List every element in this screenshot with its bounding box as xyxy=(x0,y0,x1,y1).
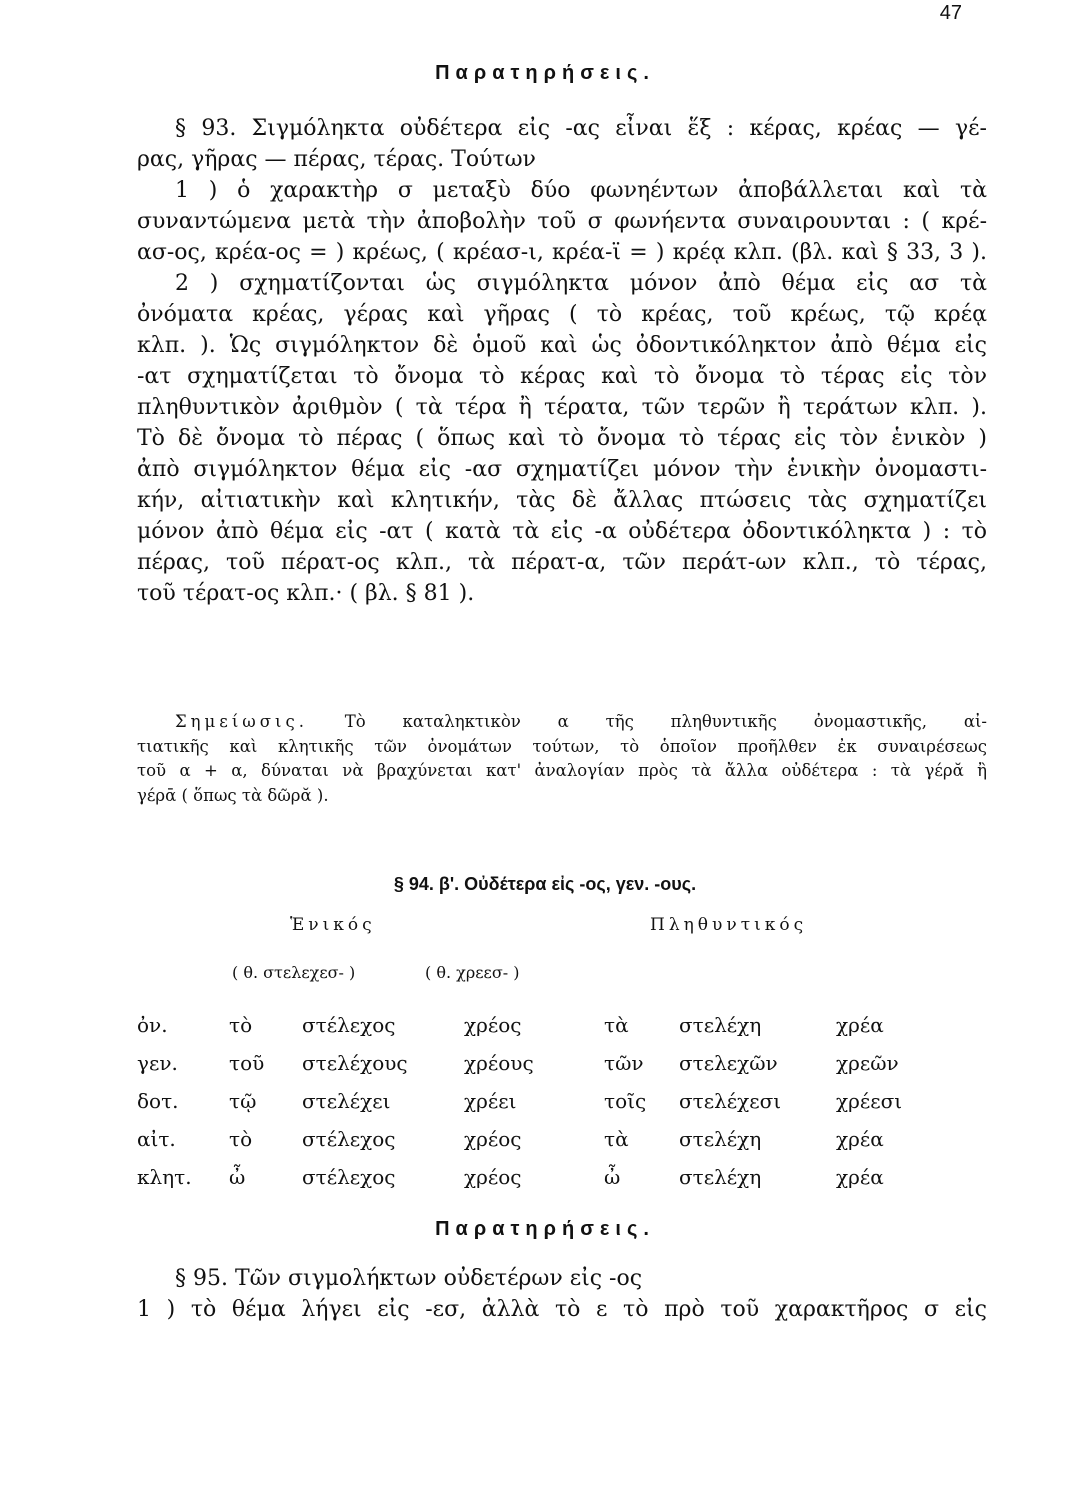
form: χρέεσι xyxy=(836,1089,903,1113)
form: χρέει xyxy=(464,1089,517,1113)
form: χρέος xyxy=(464,1013,522,1037)
text-line: πληθυντικὸν ἀριθμὸν ( τὰ τέρα ἢ τέρατα, τῶν τερῶν ἢ τεράτων κλπ. ). xyxy=(137,395,987,420)
table-row xyxy=(137,1082,926,1120)
note-line: τιατικῆς καὶ κλητικῆς τῶν ὀνομάτων τούτων, τὸ ὁποῖον προῆλθεν ἐκ συναιρέσεως xyxy=(137,736,987,756)
note-text: Τὸ καταληκτικὸν α τῆς πληθυντικῆς ὀνομαστικῆς, αἰ- xyxy=(344,712,988,731)
form: χρεῶν xyxy=(836,1051,899,1075)
table-row xyxy=(137,1044,926,1082)
article: τὰ xyxy=(604,1013,629,1037)
heading-observations-2: Παρατηρήσεις. xyxy=(435,1218,655,1240)
note-line: τοῦ α + α, δύναται νὰ βραχύνεται κατ' ἀναλογίαν πρὸς τὰ ἄλλα οὐδέτερα : τὰ γέρᾰ ἢ xyxy=(137,761,987,780)
text-line: § 93. Σιγμόληκτα οὐδέτερα εἰς -ας εἶναι ἕξ : κέρας, κρέας — γέ- xyxy=(175,116,987,141)
article: ὦ xyxy=(229,1165,246,1189)
form: στελέχει xyxy=(302,1089,391,1113)
text-line: 1 ) ὁ χαρακτὴρ σ μεταξὺ δύο φωνηέντων ἀποβάλλεται καὶ τὰ xyxy=(175,178,987,203)
case-label: δοτ. xyxy=(137,1089,179,1113)
page-number: 47 xyxy=(939,2,962,24)
text-line: Τὸ δὲ ὄνομα τὸ πέρας ( ὅπως καὶ τὸ ὄνομα τὸ τέρας εἰς τὸν ἑνικὸν ) xyxy=(137,426,987,451)
form: χρέος xyxy=(464,1165,522,1189)
section-93 xyxy=(137,113,987,609)
text-line: 1 ) τὸ θέμα λήγει εἰς -εσ, ἀλλὰ τὸ ε τὸ πρὸ τοῦ χαρακτῆρος σ εἰς xyxy=(137,1297,987,1322)
table-row xyxy=(137,1120,926,1158)
text-line: ἀπὸ σιγμόληκτον θέμα εἰς -ασ σχηματίζει μόνον τὴν ἑνικὴν ὀνομαστι- xyxy=(137,457,987,482)
text-line: -ατ σχηματίζεται τὸ ὄνομα τὸ κέρας καὶ τὸ ὄνομα τὸ τέρας εἰς τὸν xyxy=(137,364,987,389)
table-row xyxy=(137,1006,926,1044)
form: χρέα xyxy=(836,1127,884,1151)
note-line: γέρᾱ ( ὅπως τὰ δῶρᾰ ). xyxy=(137,785,329,805)
form: στελέχη xyxy=(679,1127,762,1151)
article: τοῖς xyxy=(604,1089,647,1113)
section-94-title: § 94. β'. Οὐδέτερα εἰς -ος, γεν. -ους. xyxy=(393,874,697,894)
note-first-line xyxy=(137,710,987,735)
singular-label: Ἑνικός xyxy=(290,915,376,935)
form: χρέους xyxy=(464,1051,534,1075)
case-label: κλητ. xyxy=(137,1165,192,1189)
stem-label: ( θ. στελεχεσ- ) xyxy=(232,963,356,982)
article: τὰ xyxy=(604,1127,629,1151)
form: στελέχη xyxy=(679,1165,762,1189)
plural-label: Πληθυντικός xyxy=(650,915,808,935)
form: στελεχῶν xyxy=(679,1051,778,1075)
case-label: αἰτ. xyxy=(137,1127,176,1151)
text-line: τοῦ τέρατ-ος κλπ.· ( βλ. § 81 ). xyxy=(137,581,475,606)
heading-observations: Παρατηρήσεις. xyxy=(435,62,655,84)
stem-label: ( θ. χρεεσ- ) xyxy=(425,963,520,982)
note-block xyxy=(137,710,987,808)
text-line: ρας, γῆρας — πέρας, τέρας. Τούτων xyxy=(137,147,536,172)
form: στέλεχος xyxy=(302,1127,396,1151)
case-label: ὀν. xyxy=(137,1013,168,1037)
form: στέλεχος xyxy=(302,1165,396,1189)
form: χρέα xyxy=(836,1165,884,1189)
article: τῶν xyxy=(604,1051,644,1075)
declension-table xyxy=(137,1006,926,1196)
table-row xyxy=(137,1158,926,1196)
form: στελέχη xyxy=(679,1013,762,1037)
article: τοῦ xyxy=(229,1051,265,1075)
article: τῷ xyxy=(229,1089,257,1113)
note-label: Σημείωσις. xyxy=(175,712,308,731)
text-line: κήν, αἰτιατικὴν καὶ κλητικήν, τὰς δὲ ἄλλας πτώσεις τὰς σχηματίζει xyxy=(137,488,987,513)
text-line: § 95. Τῶν σιγμολήκτων οὐδετέρων εἰς -ος xyxy=(175,1266,643,1291)
text-line: πέρας, τοῦ πέρατ-ος κλπ., τὰ πέρατ-α, τῶν περάτ-ων κλπ., τὸ τέρας, xyxy=(137,550,987,575)
text-line: ασ-ος, κρέα-ος = ) κρέως, ( κρέασ-ι, κρέα-ϊ = ) κρέᾳ κλπ. (βλ. καὶ § 33, 3 ). xyxy=(137,240,987,265)
text-line: συναντώμενα μετὰ τὴν ἀποβολὴν τοῦ σ φωνήεντα συναιρουνται : ( κρέ- xyxy=(137,209,987,234)
form: στελέχεσι xyxy=(679,1089,782,1113)
text-line: κλπ. ). Ὡς σιγμόληκτον δὲ ὁμοῦ καὶ ὡς ὀδοντικόληκτον ἀπὸ θέμα εἰς xyxy=(137,333,987,358)
text-line: ὀνόματα κρέας, γέρας καὶ γῆρας ( τὸ κρέας, τοῦ κρέως, τῷ κρέᾳ xyxy=(137,302,987,327)
case-label: γεν. xyxy=(137,1051,178,1075)
form: χρέος xyxy=(464,1127,522,1151)
article: τὸ xyxy=(229,1013,253,1037)
form: στέλεχος xyxy=(302,1013,396,1037)
text-line: μόνον ἀπὸ θέμα εἰς -ατ ( κατὰ τὰ εἰς -α οὐδέτερα ὀδοντικόληκτα ) : τὸ xyxy=(137,519,987,544)
form: χρέα xyxy=(836,1013,884,1037)
form: στελέχους xyxy=(302,1051,408,1075)
article: τὸ xyxy=(229,1127,253,1151)
text-line: 2 ) σχηματίζονται ὡς σιγμόληκτα μόνον ἀπὸ θέμα εἰς ασ τὰ xyxy=(175,271,987,296)
article: ὦ xyxy=(604,1165,621,1189)
section-95 xyxy=(137,1263,987,1325)
